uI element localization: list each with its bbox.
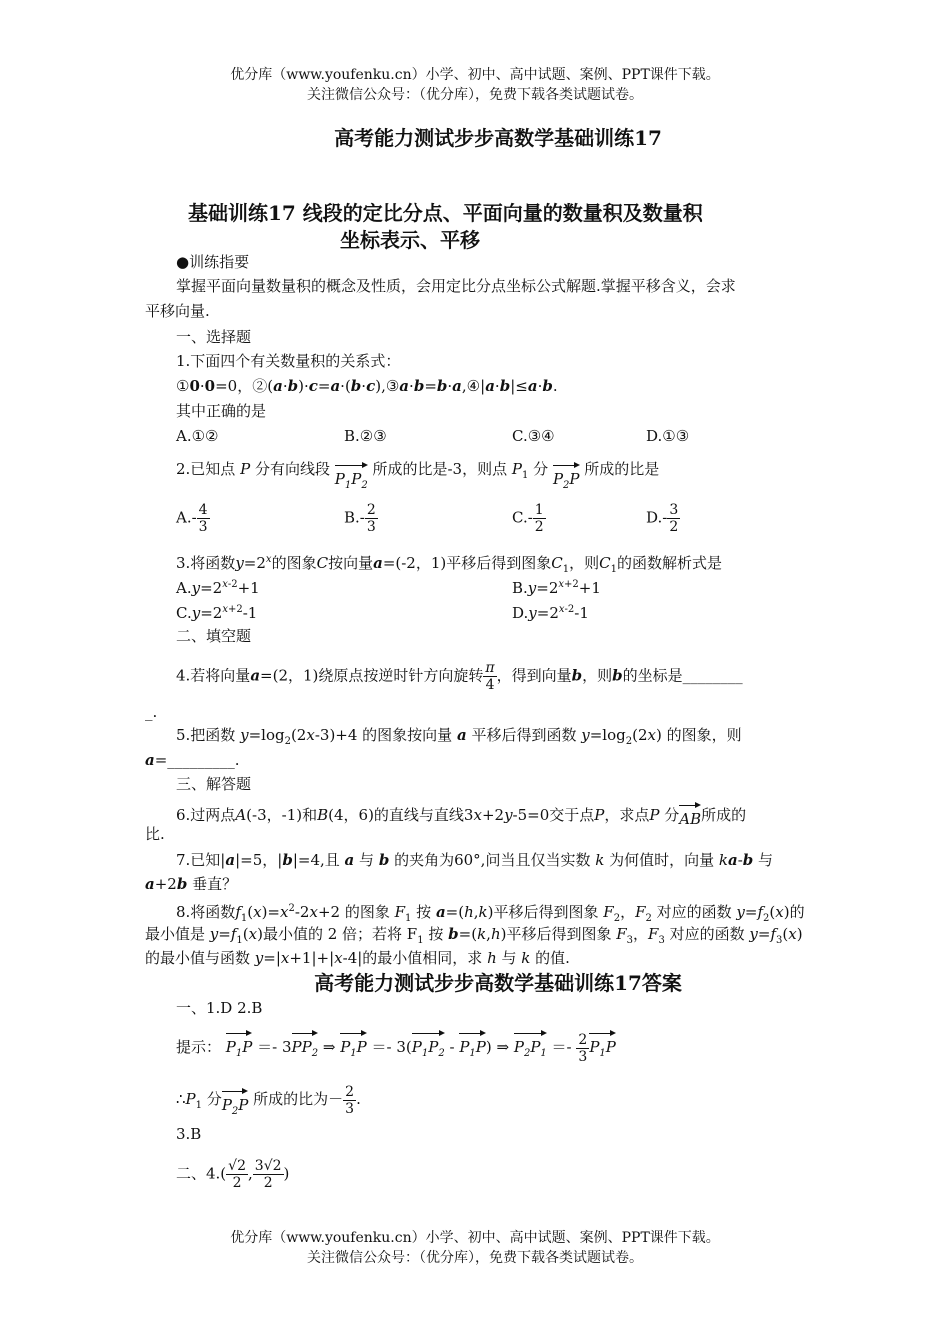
answer-hint: 提示： $P_1P =- 3PP_2$ ⇒ $P_1P =- 3(P_1P_2 - P_1P)$ ⇒ $P_2P_1$ ＝- $\frac{2}{3}$ $P_1P$: [176, 1031, 616, 1065]
q1-option-b: B.②③: [344, 427, 387, 445]
q1-correct-prompt: 其中正确的是: [176, 402, 267, 420]
answer-1: 一、1.D 2.B: [176, 999, 263, 1017]
q2-stem: 2.已知点 P 分有向线段 $P_1P_2$ 所成的比是-3，则点 $P_1$ 分 $P_2P$ 所成的比是: [176, 452, 659, 486]
q5-line-1: 5.把函数 $y=\log_2(2x-3)+4$ 的图象按向量 a 平移后得到函数 $y=\log_2(2x)$ 的图象，则: [176, 726, 742, 747]
q2-option-c: C.- $\frac{1}{2}$: [512, 502, 544, 535]
footer-line-2: 关注微信公众号：（优分库），免费下载各类试题试卷。: [307, 1250, 643, 1266]
guide-text-2: 平移向量.: [145, 302, 210, 320]
q8-line-1: 8.将函数$f_1(x)=x^2-2x+2$ 的图象 $F_1$ 按 a=(h,k)平移后得到图象 $F_2$，$F_2$ 对应的函数 $y=f_2(x)$的: [176, 903, 805, 924]
q3-option-c: $C.y=2^{x+2}-1$: [176, 604, 258, 622]
q3-option-b: $B.y=2^{x+2}+1$: [512, 579, 601, 597]
q3-option-d: $D.y=2^{x-2}-1$: [512, 604, 589, 622]
q5-line-2: a=_________.: [145, 751, 240, 769]
q1-stem: 1.下面四个有关数量积的关系式：: [176, 352, 401, 370]
sub-title-1: 基础训练17 线段的定比分点、平面向量的数量积及数量积: [188, 201, 703, 225]
q2-option-d: D.- $\frac{3}{2}$: [646, 502, 679, 535]
answer-4: 二、4.( $\frac{√2}{2}$ , $\frac{3√2}{2}$ ): [176, 1158, 290, 1191]
q2-option-b: B.- $\frac{2}{3}$: [344, 502, 376, 535]
sub-title-2: 坐标表示、平移: [340, 228, 480, 252]
guide-text-1: 掌握平面向量数量积的概念及性质，会用定比分点坐标公式解题.掌握平移含义，会求: [176, 277, 736, 295]
q6-line-1: 6.过两点A(-3，-1)和B(4，6)的直线与直线3x+2y-5=0交于点P，求点P 分AB所成的: [176, 798, 746, 825]
footer-line-1: 优分库（www.youfenku.cn）小学、初中、高中试题、案例、PPT课件下载。: [230, 1230, 720, 1246]
q7-line-2: a+2b 垂直？: [145, 875, 238, 893]
answer-therefore: $\therefore P_1$ 分$P_2P$ 所成的比为－ $\frac{2}{3}$ .: [176, 1082, 361, 1117]
answer-title: 高考能力测试步步高数学基础训练17答案: [314, 971, 682, 995]
q1-option-a: A.①②: [176, 427, 219, 445]
section-choice: 一、选择题: [176, 328, 252, 346]
guide-heading: ●训练指要: [176, 253, 250, 271]
q1-relations: ①0·0=0，②(a·b)·c=a·(b·c),③a·b=b·a,④|a·b|≤a·b.: [176, 377, 558, 395]
header-line-2: 关注微信公众号：（优分库），免费下载各类试题试卷。: [307, 87, 643, 103]
answer-3: 3.B: [176, 1125, 202, 1143]
q6-line-2: 比.: [145, 825, 165, 843]
q4-tail: _.: [145, 703, 158, 721]
section-fill: 二、填空题: [176, 627, 252, 645]
q4-stem: 4.若将向量a=(2，1)绕原点按逆时针方向旋转 $\frac{\pi}{4}$ ，得到向量b，则b的坐标是________: [176, 660, 743, 693]
q3-option-a: $A.y=2^{x-2}+1$: [176, 579, 260, 597]
q3-stem: 3.将函数$y=2^x$的图象C按向量a=(-2，1)平移后得到图象$C_1$，则$C_1$的函数解析式是: [176, 554, 722, 575]
q1-option-c: C.③④: [512, 427, 555, 445]
q7-line-1: 7.已知|a|=5，|b|=4,且 a 与 b 的夹角为60°,问当且仅当实数 k 为何值时，向量 ka-b 与: [176, 851, 774, 869]
main-title: 高考能力测试步步高数学基础训练17: [334, 126, 662, 150]
q8-line-3: 的最小值与函数 y=|x+1|+|x-4|的最小值相同，求 h 与 k 的值.: [145, 949, 570, 967]
q1-option-d: D.①③: [646, 427, 690, 445]
q8-line-2: 最小值是 $y=f_1(x)$最小值的 2 倍；若将 $F_1$ 按 b=(k,h)平移后得到图象 $F_3$，$F_3$ 对应的函数 $y=f_3(x)$: [145, 925, 803, 946]
q2-option-a: A.- $\frac{4}{3}$: [176, 502, 208, 535]
header-line-1: 优分库（www.youfenku.cn）小学、初中、高中试题、案例、PPT课件下载。: [230, 67, 720, 83]
section-answer: 三、解答题: [176, 775, 252, 793]
